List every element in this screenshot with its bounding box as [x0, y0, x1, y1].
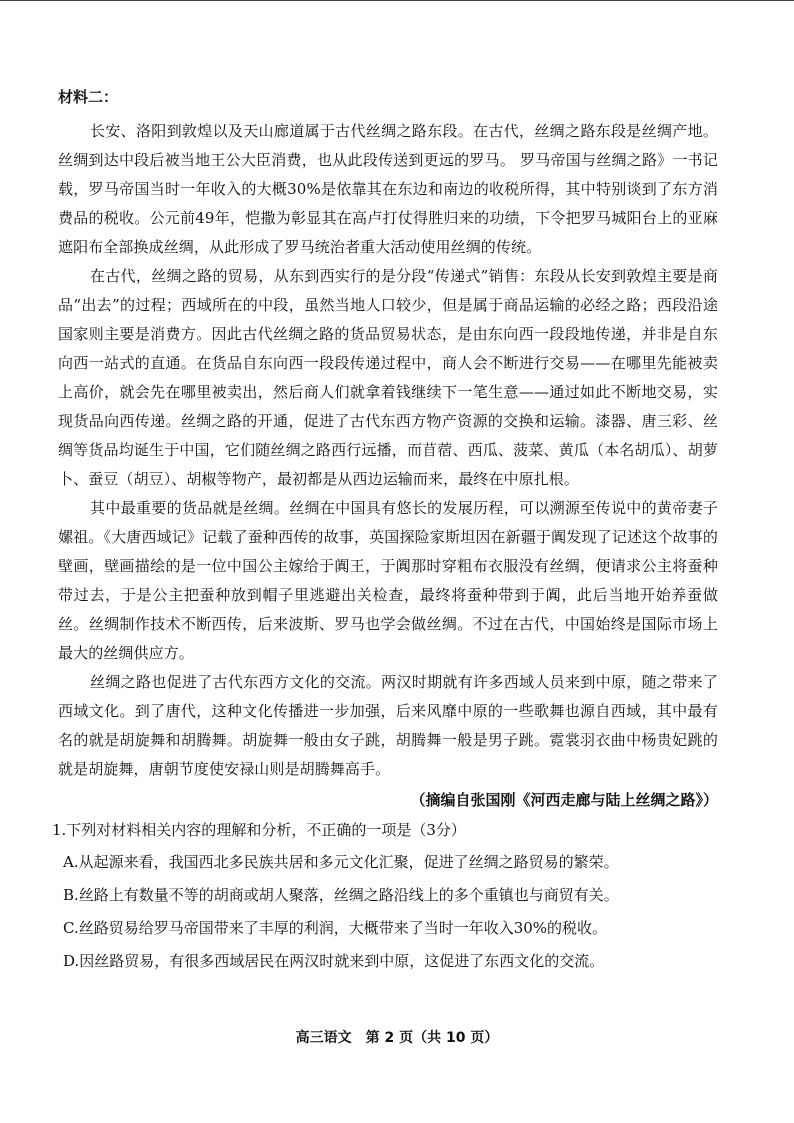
option-a: A.从起源来看，我国西北多民族共居和多元文化汇聚，促进了丝绸之路贸易的繁荣。 [63, 853, 619, 871]
material-paragraph-1: 长安、洛阳到敦煌以及天山廊道属于古代丝绸之路东段。在古代，丝绸之路东段是丝绸产地。丝绸到达中段后被当地王公大臣消费，也从此段传送到更远的罗马。 罗马帝国与丝绸之路》一书记载，罗马帝国当时一年收入的大概30%是依靠其在东边和南边的收税所得，其中特别谈到了东方消费品的税收。公元前49年，恺撒为彰显其在高卢打仗得胜归来的功绩，下令把罗马城阳台上的亚麻遮阳布全部换成丝绸，从此形成了罗马统治者重大活动使用丝绸的传统。 [58, 122, 718, 256]
option-c: C.丝路贸易给罗马帝国带来了丰厚的利润，大概带来了当时一年收入30%的税收。 [63, 919, 608, 937]
page-footer: 高三语文 第 2 页（共 10 页） [295, 1030, 499, 1046]
option-b: B.丝路上有数量不等的胡商或胡人聚落，丝绸之路沿线上的多个重镇也与商贸有关。 [63, 886, 619, 904]
material-heading: 材料二： [58, 88, 119, 106]
question-stem: 1.下列对材料相关内容的理解和分析，不正确的一项是（3分） [52, 821, 466, 839]
material-source: （摘编自张国刚《河西走廊与陆上丝绸之路》） [410, 791, 718, 809]
exam-page-body [52, 86, 718, 978]
material-paragraph-3: 其中最重要的货品就是丝绸。丝绸在中国具有悠长的发展历程，可以溯源至传说中的黄帝妻子嫘祖。《大唐西域记》记载了蚕种西传的故事，英国探险家斯坦因在新疆于阗发现了记述这个故事的壁画，壁画描绘的是一位中国公主嫁给于阗王，于阗那时穿粗布衣服没有丝绸，便请求公主将蚕种带过去，于是公主把蚕种放到帽子里逃避出关检查，最终将蚕种带到于阗，此后当地开始养蚕做丝。丝绸制作技术不断西传，后来波斯、罗马也学会做丝绸。不过在古代，中国始终是国际市场上最大的丝绸供应方。 [58, 499, 718, 662]
page-top-rule [0, 0, 794, 1]
question-options [58, 846, 718, 978]
material-paragraph-4: 丝绸之路也促进了古代东西方文化的交流。两汉时期就有许多西域人员来到中原，随之带来了西域文化。到了唐代，这种文化传播进一步加强，后来风靡中原的一些歌舞也源自西域，其中最有名的就是胡旋舞和胡腾舞。胡旋舞一般由女子跳，胡腾舞一般是男子跳。霓裳羽衣曲中杨贵妃跳的就是胡旋舞，唐朝节度使安禄山则是胡腾舞高手。 [58, 673, 718, 778]
material-paragraph-2: 在古代，丝绸之路的贸易，从东到西实行的是分段“传递式”销售：东段从长安到敦煌主要是商品“出去”的过程；西域所在的中段，虽然当地人口较少，但是属于商品运输的必经之路；西段沿途国家则主要是消费方。因此古代丝绸之路的货品贸易状态，是由东向西一段段地传递，并非是自东向西一站式的直通。在货品自东向西一段段传递过程中，商人会不断进行交易——在哪里先能被卖上高价，就会先在哪里被卖出，然后商人们就拿着钱继续下一笔生意——通过如此不断地交易，实现货品向西传递。丝绸之路的开通，促进了古代东西方物产资源的交换和运输。漆器、唐三彩、丝绸等货品均诞生于中国，它们随丝绸之路西行远播，而苜蓿、西瓜、菠菜、黄瓜（本名胡瓜）、胡萝卜、蚕豆（胡豆）、胡椒等物产，最初都是从西边运输而来，最终在中原扎根。 [58, 267, 718, 488]
option-d: D.因丝路贸易，有很多西域居民在两汉时就来到中原，这促进了东西文化的交流。 [63, 952, 605, 970]
